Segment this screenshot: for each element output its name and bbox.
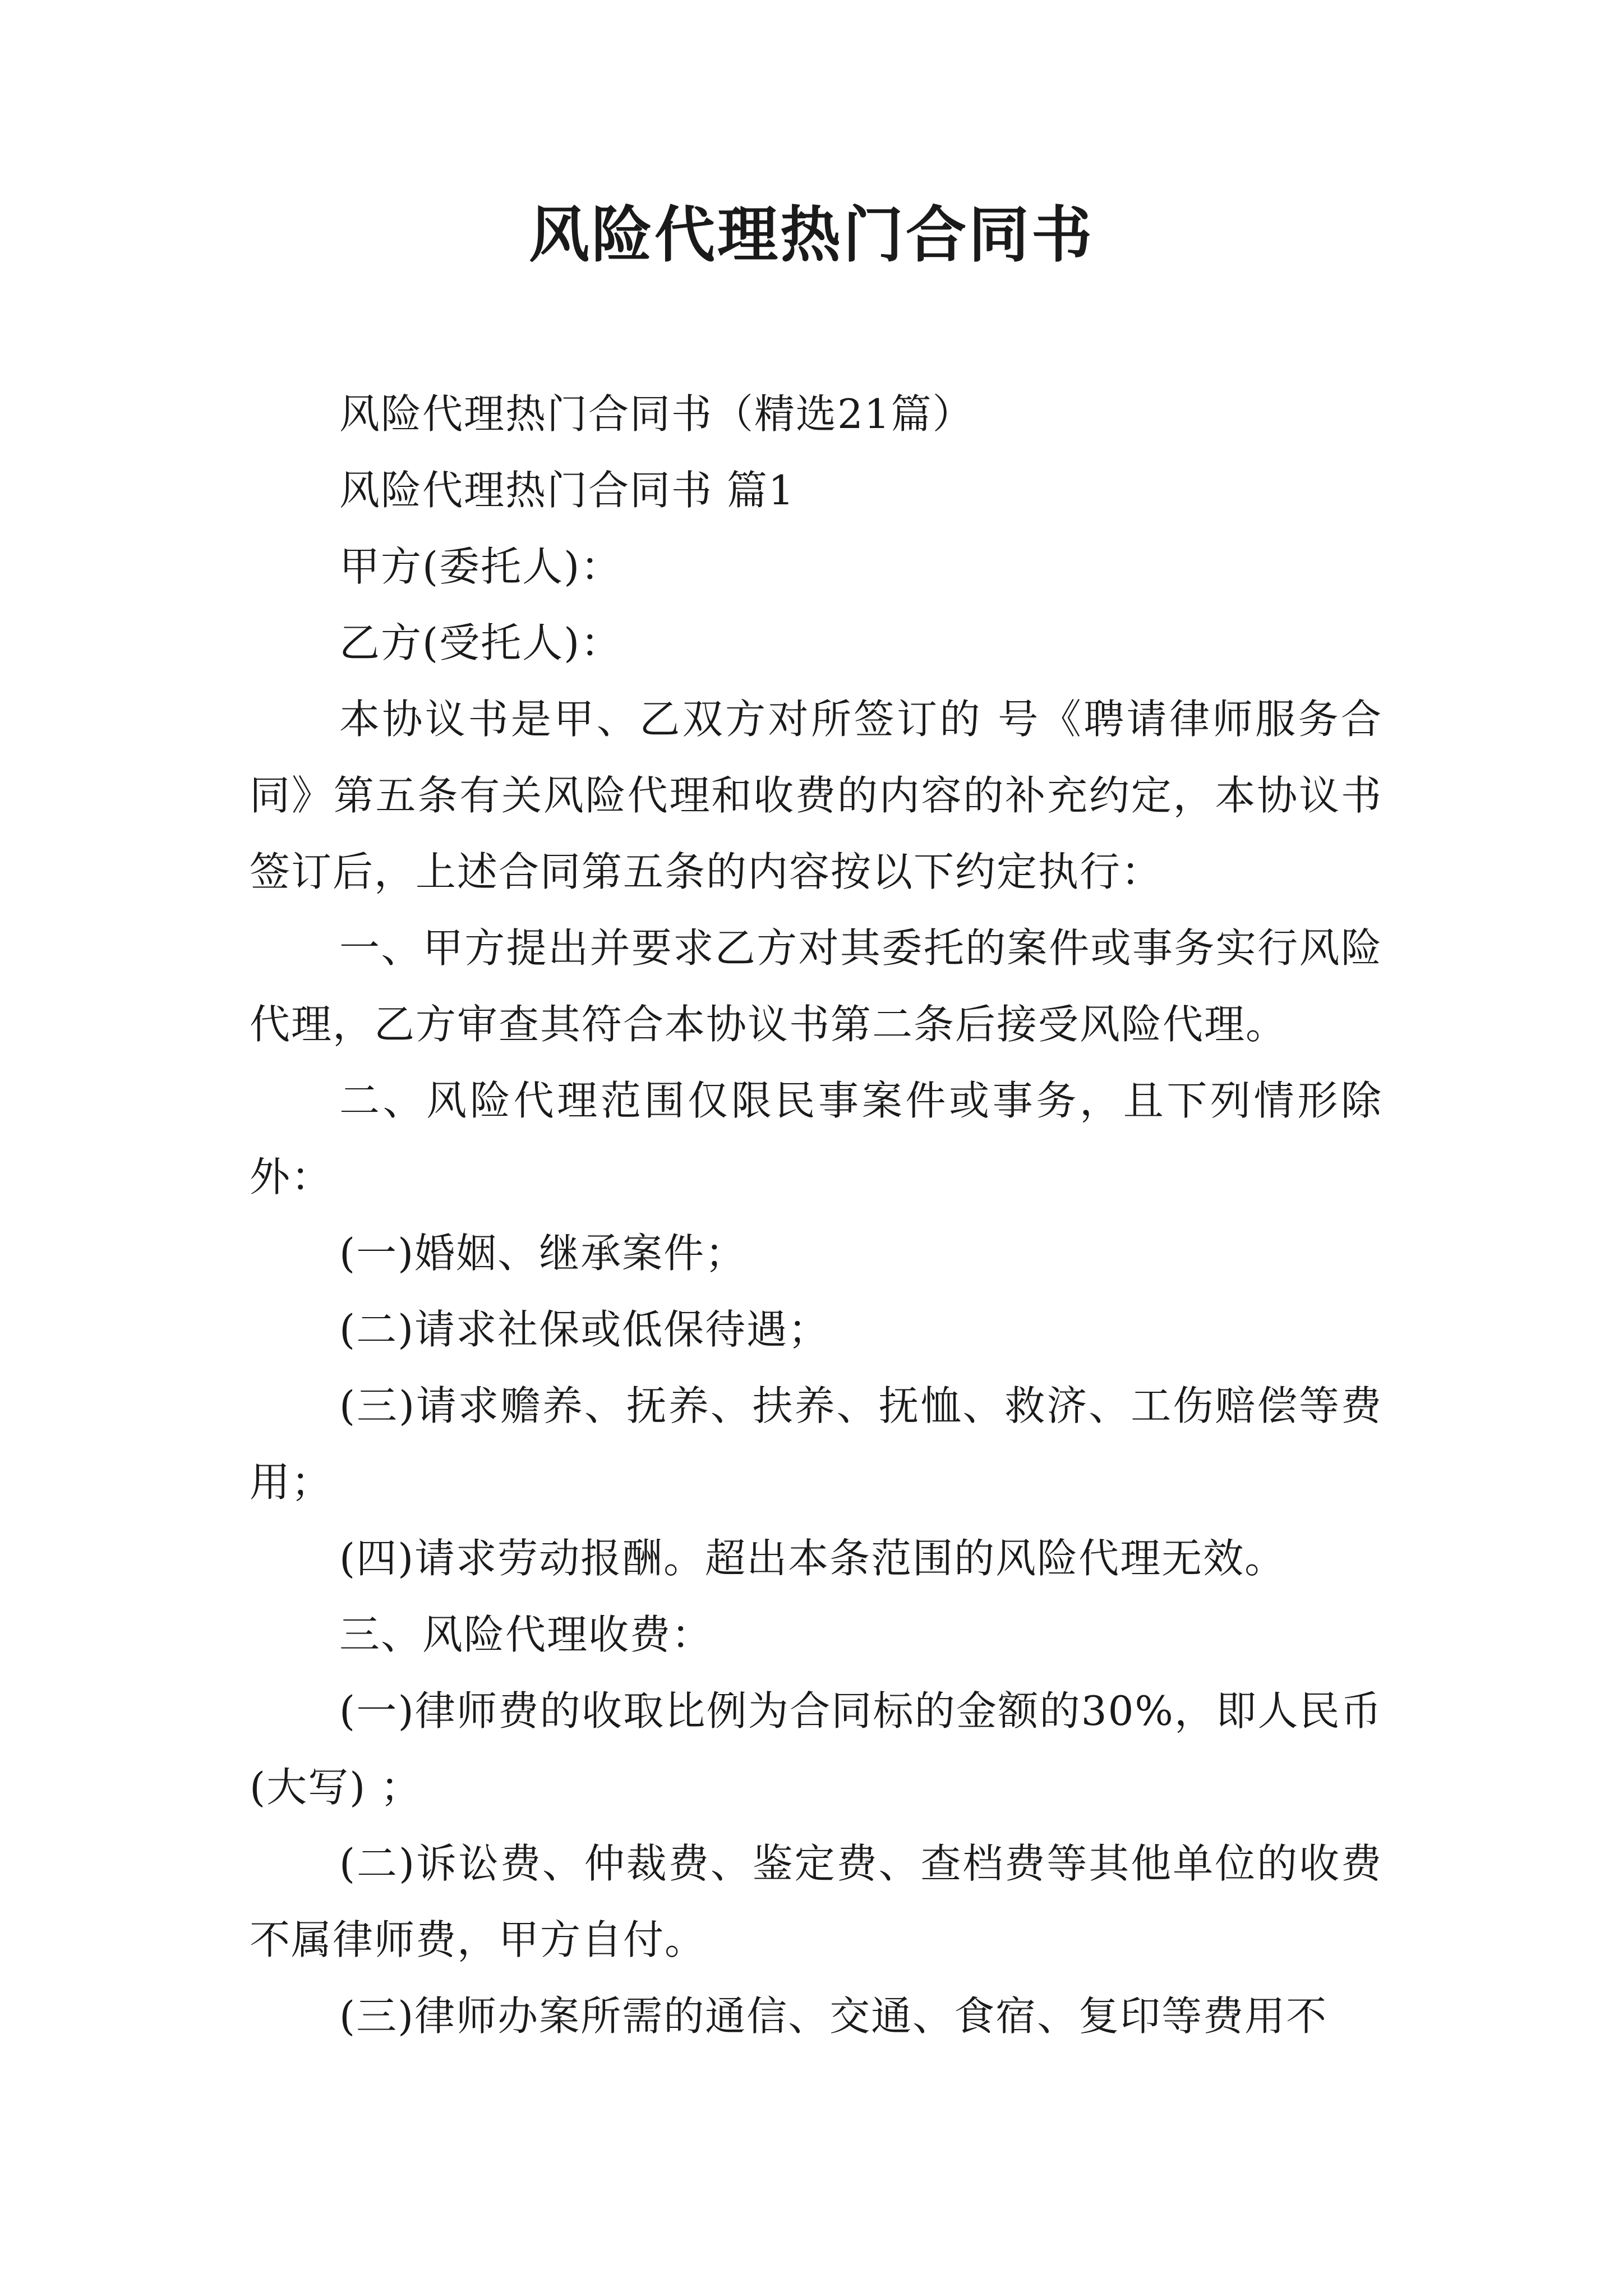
paragraph-clause-1: 一、甲方提出并要求乙方对其委托的案件或事务实行风险代理，乙方审查其符合本协议书第二条后接受风险代理。 xyxy=(250,924,1382,1048)
paragraph-clause-2-item-2: (二)请求社保或低保待遇； xyxy=(339,1306,830,1353)
paragraph-clause-2-item-3: (三)请求赡养、抚养、扶养、抚恤、救济、工伤赔偿等费用； xyxy=(250,1382,1382,1506)
paragraph-subtitle: 风险代理热门合同书（精选21篇） xyxy=(339,390,974,438)
paragraph-clause-3-item-1: (一)律师费的收取比例为合同标的金额的30%，即人民币(大写) ； xyxy=(250,1687,1382,1811)
paragraph-clause-3-item-2: (二)诉讼费、仲裁费、鉴定费、查档费等其他单位的收费不属律师费，甲方自付。 xyxy=(250,1840,1382,1963)
paragraph-clause-2: 二、风险代理范围仅限民事案件或事务，且下列情形除外： xyxy=(250,1077,1382,1200)
paragraph-preamble: 本协议书是甲、乙双方对所签订的 号《聘请律师服务合同》第五条有关风险代理和收费的内容的补充约定，本协议书签订后，上述合同第五条的内容按以下约定执行： xyxy=(250,696,1382,895)
paragraph-party-a: 甲方(委托人)： xyxy=(339,543,623,590)
paragraph-party-b: 乙方(受托人)： xyxy=(339,619,623,666)
paragraph-clause-3: 三、风险代理收费： xyxy=(339,1611,713,1658)
paragraph-section-heading: 风险代理热门合同书 篇1 xyxy=(339,467,795,514)
document-body xyxy=(250,376,1382,2054)
paragraph-clause-2-item-4: (四)请求劳动报酬。超出本条范围的风险代理无效。 xyxy=(339,1535,1287,1582)
paragraph-clause-2-item-1: (一)婚姻、继承案件； xyxy=(339,1230,747,1277)
paragraph-clause-3-item-3: (三)律师办案所需的通信、交通、食宿、复印等费用不 xyxy=(339,1993,1328,2040)
page-title: 风险代理热门合同书 xyxy=(528,200,1094,270)
